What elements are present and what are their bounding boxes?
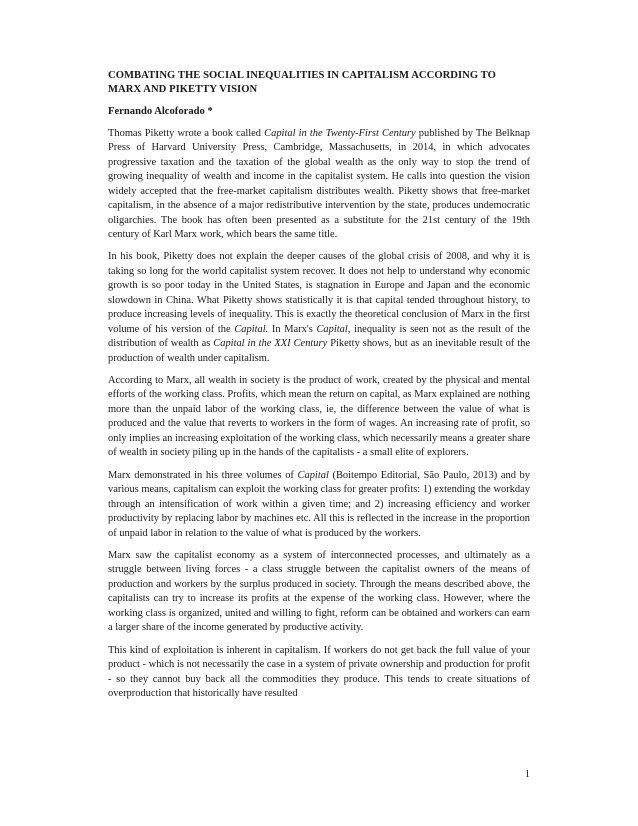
paragraph-text: Marx demonstrated in his three volumes of [108,469,298,481]
paragraph-text: Thomas Piketty wrote a book called [108,127,265,139]
paragraph-1 [108,127,530,243]
book-title: Capital in the Twenty-First Century [264,127,416,139]
paragraph-text: inequality is seen not as the result of the distribution of wealth as [108,323,530,350]
book-title: Capital, [316,323,351,335]
paragraph-6: This kind of exploitation is inherent in capitalism. If workers do not get back the full value of your product - which is not necessarily the case in a system of private ownership and production for profit - so they cannot buy back all the commodities they produce. This tends to create situations of overproduction that historically have resulted [108,644,530,700]
paragraph-text: In Marx's [268,323,317,335]
paragraph-4 [108,469,530,541]
paragraph-text: Piketty shows, but as an inevitable result of the production of wealth under capitalism. [108,338,530,364]
document-body [108,69,530,702]
paragraph-5: Marx saw the capitalist economy as a system of interconnected processes, and ultimately as a struggle between living forces - a class struggle between the capitalist owners of the means of production and workers by the surplus produced in society. Through the means described above, the capitalists can try to increase its profits at the expense of the working class. However, where the working class is organized, united and willing to fight, reform can be obtained and workers can earn a larger share of the income generated by productive activity. [108,550,530,634]
book-title: Capital [297,469,329,481]
paragraph-2 [108,250,530,366]
book-title: Capital. [234,323,269,335]
paragraph-text: published by The Belknap Press of Harvard University Press, Cambridge, Massachusetts, in 2014, in which advocates progressive taxation and the taxation of the global wealth as the only way to stop the trend of growing inequality of wealth and income in the capitalist system. He calls into question the vision widely accepted that the free-market capitalism distributes wealth. Piketty shows that free-market capitalism, in the absence of a major redistributive intervention by the state, produces undemocratic oligarchies. The book has often been presented as a substitute for the 21st century of the 19th century of Karl Marx work, which bears the same title. [108,127,530,240]
paragraph-3: According to Marx, all wealth in society is the product of work, created by the physical and mental efforts of the working class. Profits, which mean the return on capital, as Marx explained are nothing more than the unpaid labor of the working class, ie, the difference between the value of what is produced and the value that reverts to workers in the form of wages. An increasing rate of profit, so only implies an increasing exploitation of the working class, which necessarily means a greater share of wealth in society piling up in the hands of the capitalists - a small elite of explorers. [108,375,530,459]
paragraph-text: (Boitempo Editorial, São Paulo, 2013) and by various means, capitalism can exploit the working class for greater profits: 1) extending the workday through an intensification of work within a given time; and 2) increasing efficiency and worker productivity by replacing labor by machines etc. All this is reflected in the increase in the proportion of unpaid labor in relation to the value of what is produced by the workers. [108,469,530,539]
paragraph-text: In his book, Piketty does not explain the deeper causes of the global crisis of 2008, and why it is taking so long for the world capitalist system recover. It does not help to understand why economic growth is so poor today in the United States, is stagnation in Europe and Japan and the economic slowdown in China. What Piketty shows statistically it is that capital tended throughout history, to produce increasing levels of inequality. This is exactly the theoretical conclusion of Marx in the first volume of his version of the [108,251,530,335]
book-title: Capital in the XXI Century [213,338,328,350]
document-title: COMBATING THE SOCIAL INEQUALITIES IN CAPITALISM ACCORDING TO MARX AND PIKETTY VISION [108,70,496,95]
author-line: Fernando Alcoforado * [108,106,213,118]
page-number: 1 [524,769,530,780]
